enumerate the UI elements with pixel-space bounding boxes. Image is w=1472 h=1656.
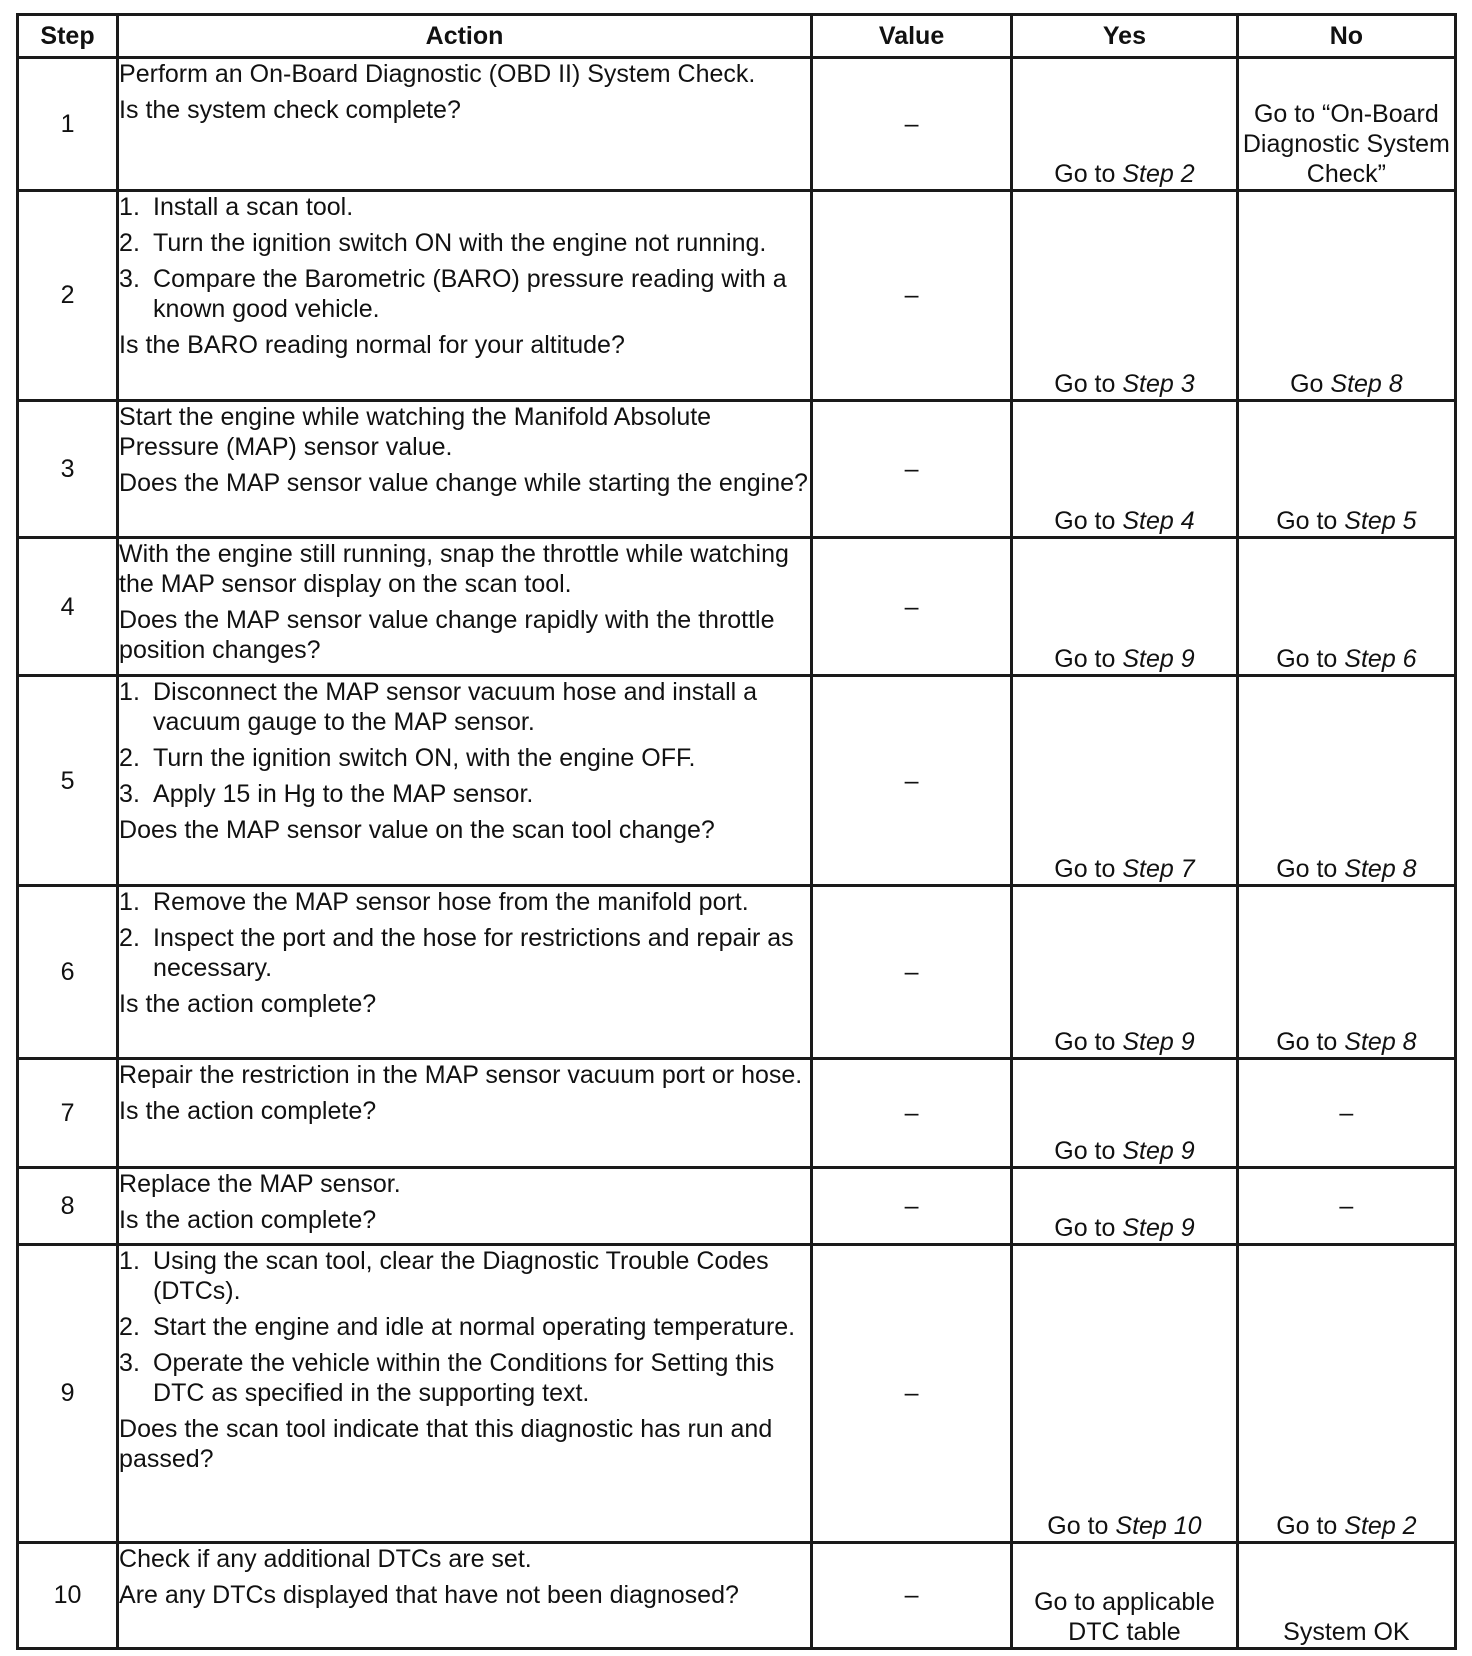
no-cell (1237, 676, 1455, 886)
no-step-ref: Step 8 (1330, 369, 1403, 398)
action-step-number: 3. (119, 1348, 140, 1377)
yes-cell (1012, 1542, 1238, 1649)
value-cell: – (812, 885, 1012, 1058)
action-steps-list (119, 1246, 810, 1408)
action-question: Is the BARO reading normal for your altitude? (119, 331, 625, 360)
action-step-text: Compare the Barometric (BARO) pressure reading with a known good vehicle. (153, 265, 787, 324)
action-question: Does the MAP sensor value change rapidly with the throttle position changes? (119, 605, 775, 664)
action-step-item (119, 779, 810, 809)
step-number: 8 (18, 1167, 118, 1244)
action-step-number: 1. (119, 1246, 140, 1275)
yes-cell (1012, 676, 1238, 886)
action-cell (118, 191, 812, 401)
yes-text: Go to (1054, 1213, 1116, 1242)
action-cell (118, 1167, 812, 1244)
action-step-text: Remove the MAP sensor hose from the manifold port. (153, 887, 749, 916)
action-cell (118, 1542, 812, 1649)
action-intro: Repair the restriction in the MAP sensor vacuum port or hose. (119, 1061, 803, 1090)
step-number: 6 (18, 885, 118, 1058)
action-step-text: Operate the vehicle within the Conditions for Setting this DTC as specified in the supporting text. (153, 1348, 775, 1407)
step-number: 5 (18, 676, 118, 886)
diagnostic-table (16, 13, 1457, 1650)
action-question: Is the system check complete? (119, 96, 461, 124)
header-yes: Yes (1012, 15, 1238, 58)
action-intro: Start the engine while watching the Manifold Absolute Pressure (MAP) sensor value. (119, 402, 712, 461)
action-step-number: 3. (119, 265, 140, 294)
action-step-number: 1. (119, 887, 140, 916)
action-step-number: 2. (119, 1312, 140, 1341)
action-step-text: Disconnect the MAP sensor vacuum hose and install a vacuum gauge to the MAP sensor. (153, 678, 758, 737)
yes-cell (1012, 1167, 1238, 1244)
no-cell (1237, 1244, 1455, 1542)
action-step-number: 1. (119, 193, 140, 222)
action-steps-list (119, 677, 810, 809)
no-text: Go to (1276, 854, 1338, 883)
no-text: Go to (1276, 506, 1338, 535)
action-step-text: Install a scan tool. (153, 193, 354, 222)
table-row (18, 537, 1456, 675)
action-step-number: 3. (119, 780, 140, 809)
action-step-item (119, 887, 810, 917)
no-step-ref: Step 8 (1344, 854, 1417, 883)
yes-step-ref: Step 9 (1122, 1136, 1195, 1165)
action-step-text: Using the scan tool, clear the Diagnostic Trouble Codes (DTCs). (153, 1246, 769, 1305)
yes-step-ref: Step 9 (1122, 1028, 1195, 1057)
value-cell: – (812, 191, 1012, 401)
yes-cell (1012, 58, 1238, 191)
yes-text: Go to (1054, 160, 1116, 189)
no-step-ref: Step 5 (1344, 506, 1417, 535)
value-cell: – (812, 676, 1012, 886)
table-row (18, 1059, 1456, 1168)
action-cell (118, 537, 812, 675)
action-step-item (119, 228, 810, 258)
yes-cell (1012, 191, 1238, 401)
action-cell (118, 1059, 812, 1168)
table-body (18, 58, 1456, 1649)
action-intro: With the engine still running, snap the throttle while watching the MAP sensor display on the scan tool. (119, 539, 789, 598)
action-step-number: 2. (119, 923, 140, 952)
action-step-text: Start the engine and idle at normal operating temperature. (153, 1312, 796, 1341)
action-intro: Check if any additional DTCs are set. (119, 1544, 532, 1573)
table-row (18, 1542, 1456, 1649)
no-cell (1237, 191, 1455, 401)
table-row (18, 191, 1456, 401)
action-question: Is the action complete? (119, 989, 377, 1018)
table-row (18, 676, 1456, 886)
action-cell (118, 885, 812, 1058)
no-text: Go to (1276, 1028, 1338, 1057)
step-number: 10 (18, 1542, 118, 1649)
yes-cell (1012, 537, 1238, 675)
value-cell: – (812, 1167, 1012, 1244)
no-text: – (1339, 1099, 1354, 1128)
no-cell (1237, 885, 1455, 1058)
table-row (18, 400, 1456, 537)
yes-cell (1012, 1059, 1238, 1168)
action-step-text: Inspect the port and the hose for restrictions and repair as necessary. (153, 923, 794, 982)
yes-step-ref: Step 7 (1122, 854, 1195, 883)
no-text: Go to “On-Board Diagnostic System Check” (1242, 100, 1450, 189)
step-number: 9 (18, 1244, 118, 1542)
action-step-number: 2. (119, 229, 140, 258)
action-step-item (119, 192, 810, 222)
action-step-item (119, 923, 810, 983)
step-number: 4 (18, 537, 118, 675)
no-text: Go (1290, 369, 1324, 398)
value-cell: – (812, 1059, 1012, 1168)
value-cell: – (812, 537, 1012, 675)
action-cell (118, 58, 812, 191)
yes-cell (1012, 400, 1238, 537)
table-row (18, 885, 1456, 1058)
action-question: Is the action complete? (119, 1205, 377, 1234)
no-cell (1237, 537, 1455, 675)
action-step-item (119, 264, 810, 324)
yes-step-ref: Step 4 (1122, 506, 1195, 535)
action-step-item (119, 1348, 810, 1408)
yes-text: Go to (1054, 1136, 1116, 1165)
header-action: Action (118, 15, 812, 58)
no-text: Go to (1276, 1511, 1338, 1540)
no-cell (1237, 1542, 1455, 1649)
action-steps-list (119, 887, 810, 983)
value-cell: – (812, 400, 1012, 537)
no-text: – (1339, 1191, 1354, 1220)
action-step-text: Turn the ignition switch ON, with the engine OFF. (153, 744, 696, 773)
yes-step-ref: Step 9 (1122, 1213, 1195, 1242)
no-cell (1237, 400, 1455, 537)
yes-step-ref: Step 2 (1122, 160, 1195, 189)
yes-step-ref: Step 3 (1122, 369, 1195, 398)
value-cell: – (812, 58, 1012, 191)
action-step-number: 2. (119, 744, 140, 773)
action-question: Does the scan tool indicate that this diagnostic has run and passed? (119, 1414, 773, 1473)
yes-text: Go to (1054, 1028, 1116, 1057)
action-step-item (119, 1246, 810, 1306)
step-number: 2 (18, 191, 118, 401)
action-step-text: Turn the ignition switch ON with the engine not running. (153, 229, 767, 258)
table-row (18, 58, 1456, 191)
step-number: 1 (18, 58, 118, 191)
table-row (18, 1167, 1456, 1244)
action-intro: Perform an On-Board Diagnostic (OBD II) System Check. (119, 60, 756, 88)
header-step: Step (18, 15, 118, 58)
action-intro: Replace the MAP sensor. (119, 1169, 401, 1198)
yes-text: Go to (1054, 369, 1116, 398)
action-steps-list (119, 192, 810, 324)
yes-text: Go to (1054, 506, 1116, 535)
yes-text: Go to applicable DTC table (1034, 1588, 1215, 1646)
value-cell: – (812, 1542, 1012, 1649)
action-step-item (119, 743, 810, 773)
action-step-text: Apply 15 in Hg to the MAP sensor. (153, 780, 534, 809)
step-number: 7 (18, 1059, 118, 1168)
no-cell (1237, 1059, 1455, 1168)
action-question: Are any DTCs displayed that have not been diagnosed? (119, 1580, 739, 1609)
action-cell (118, 400, 812, 537)
yes-cell (1012, 885, 1238, 1058)
action-question: Does the MAP sensor value change while starting the engine? (119, 468, 808, 497)
action-question: Does the MAP sensor value on the scan tool change? (119, 816, 715, 845)
no-text: System OK (1283, 1618, 1410, 1646)
action-step-item (119, 1312, 810, 1342)
no-step-ref: Step 8 (1344, 1028, 1417, 1057)
action-cell (118, 1244, 812, 1542)
header-no: No (1237, 15, 1455, 58)
step-number: 3 (18, 400, 118, 537)
yes-text: Go to (1054, 645, 1116, 674)
action-step-item (119, 677, 810, 737)
table-header-row (18, 15, 1456, 58)
no-cell (1237, 1167, 1455, 1244)
header-value: Value (812, 15, 1012, 58)
no-text: Go to (1276, 645, 1338, 674)
no-step-ref: Step 6 (1344, 645, 1417, 674)
action-cell (118, 676, 812, 886)
no-cell (1237, 58, 1455, 191)
yes-step-ref: Step 10 (1115, 1511, 1202, 1540)
yes-text: Go to (1054, 854, 1116, 883)
table-row (18, 1244, 1456, 1542)
yes-step-ref: Step 9 (1122, 645, 1195, 674)
action-step-number: 1. (119, 678, 140, 707)
value-cell: – (812, 1244, 1012, 1542)
yes-cell (1012, 1244, 1238, 1542)
action-question: Is the action complete? (119, 1097, 377, 1126)
no-step-ref: Step 2 (1344, 1511, 1417, 1540)
yes-text: Go to (1047, 1511, 1109, 1540)
